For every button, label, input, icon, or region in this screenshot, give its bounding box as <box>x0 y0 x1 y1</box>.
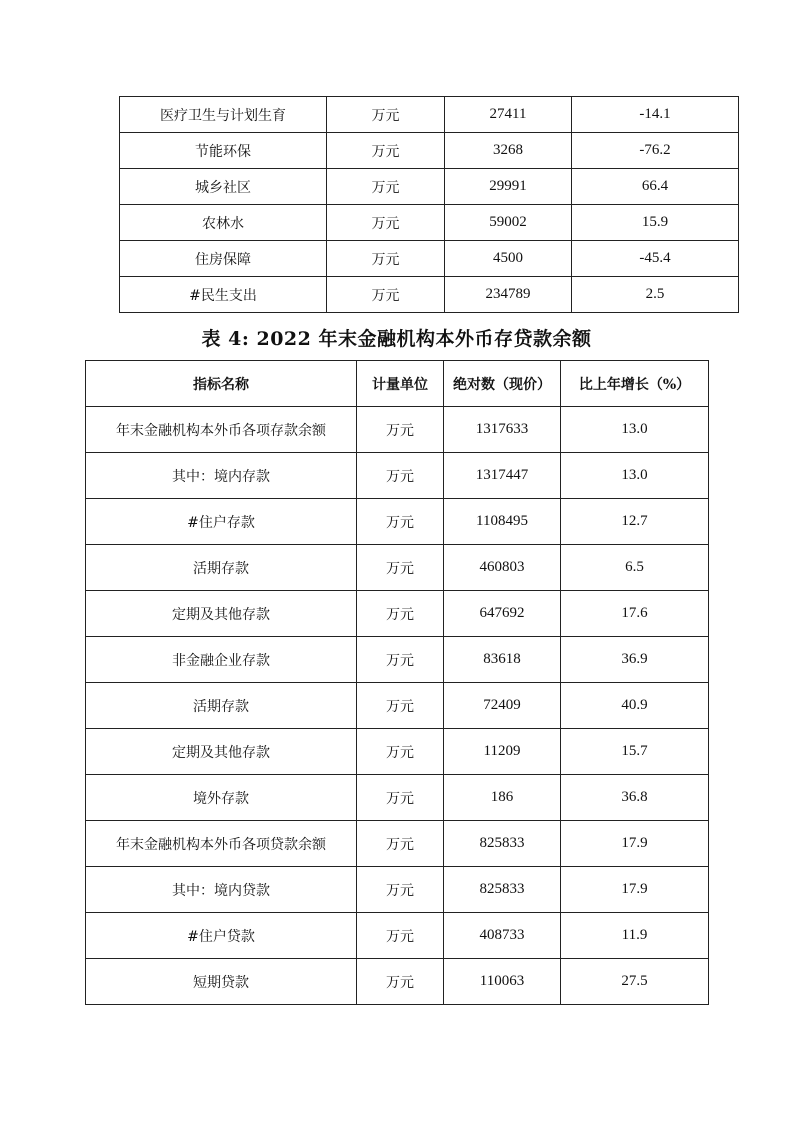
row-unit-cell: 万元 <box>357 637 444 683</box>
row-growth-cell: -76.2 <box>572 133 739 169</box>
row-name-cell: 定期及其他存款 <box>86 729 357 775</box>
row-name-cell: 其中：境内存款 <box>86 453 357 499</box>
table-header-row <box>86 361 709 407</box>
row-value-cell: 408733 <box>444 913 561 959</box>
row-name-cell: #住户存款 <box>86 499 357 545</box>
row-growth-cell: 17.6 <box>561 591 709 637</box>
table-row <box>86 867 709 913</box>
row-name-cell: 境外存款 <box>86 775 357 821</box>
fiscal-expenditure-table <box>119 96 739 313</box>
row-value-cell: 647692 <box>444 591 561 637</box>
row-unit-cell: 万元 <box>357 453 444 499</box>
row-name-cell: #住户贷款 <box>86 913 357 959</box>
row-value-cell: 29991 <box>445 169 572 205</box>
row-name-cell: 短期贷款 <box>86 959 357 1005</box>
table-row <box>86 913 709 959</box>
row-name-cell: 节能环保 <box>120 133 327 169</box>
table-row <box>86 959 709 1005</box>
row-unit-cell: 万元 <box>357 683 444 729</box>
table-row <box>120 205 739 241</box>
table-row <box>86 407 709 453</box>
header-unit: 计量单位 <box>357 361 444 407</box>
row-growth-cell: 11.9 <box>561 913 709 959</box>
row-value-cell: 1317633 <box>444 407 561 453</box>
row-unit-cell: 万元 <box>327 97 445 133</box>
row-unit-cell: 万元 <box>357 729 444 775</box>
table-row <box>120 97 739 133</box>
row-growth-cell: 17.9 <box>561 821 709 867</box>
row-name-cell: 城乡社区 <box>120 169 327 205</box>
row-value-cell: 11209 <box>444 729 561 775</box>
row-value-cell: 460803 <box>444 545 561 591</box>
row-growth-cell: 6.5 <box>561 545 709 591</box>
row-growth-cell: 36.8 <box>561 775 709 821</box>
header-value: 绝对数（现价） <box>444 361 561 407</box>
row-name-cell: 住房保障 <box>120 241 327 277</box>
row-unit-cell: 万元 <box>327 277 445 313</box>
row-growth-cell: -45.4 <box>572 241 739 277</box>
table-row <box>86 729 709 775</box>
row-unit-cell: 万元 <box>357 407 444 453</box>
table-row <box>86 775 709 821</box>
row-unit-cell: 万元 <box>357 499 444 545</box>
row-unit-cell: 万元 <box>357 913 444 959</box>
row-unit-cell: 万元 <box>327 205 445 241</box>
header-name: 指标名称 <box>86 361 357 407</box>
row-unit-cell: 万元 <box>357 545 444 591</box>
row-value-cell: 825833 <box>444 821 561 867</box>
row-growth-cell: 2.5 <box>572 277 739 313</box>
row-growth-cell: 17.9 <box>561 867 709 913</box>
row-unit-cell: 万元 <box>327 169 445 205</box>
row-value-cell: 27411 <box>445 97 572 133</box>
row-name-cell: 农林水 <box>120 205 327 241</box>
row-value-cell: 72409 <box>444 683 561 729</box>
deposit-loan-table <box>85 360 709 1005</box>
row-unit-cell: 万元 <box>357 867 444 913</box>
row-value-cell: 1317447 <box>444 453 561 499</box>
row-name-cell: 其中：境内贷款 <box>86 867 357 913</box>
row-value-cell: 234789 <box>445 277 572 313</box>
row-name-cell: 非金融企业存款 <box>86 637 357 683</box>
row-growth-cell: 40.9 <box>561 683 709 729</box>
row-growth-cell: -14.1 <box>572 97 739 133</box>
row-unit-cell: 万元 <box>357 821 444 867</box>
row-growth-cell: 66.4 <box>572 169 739 205</box>
row-unit-cell: 万元 <box>327 241 445 277</box>
row-value-cell: 110063 <box>444 959 561 1005</box>
row-name-cell: 活期存款 <box>86 683 357 729</box>
row-name-cell: #民生支出 <box>120 277 327 313</box>
row-growth-cell: 13.0 <box>561 453 709 499</box>
row-value-cell: 186 <box>444 775 561 821</box>
table-row <box>86 545 709 591</box>
row-value-cell: 3268 <box>445 133 572 169</box>
row-name-cell: 年末金融机构本外币各项存款余额 <box>86 407 357 453</box>
table-row <box>86 499 709 545</box>
table-row <box>86 683 709 729</box>
row-growth-cell: 13.0 <box>561 407 709 453</box>
row-growth-cell: 15.9 <box>572 205 739 241</box>
row-unit-cell: 万元 <box>357 591 444 637</box>
table-row <box>120 241 739 277</box>
table-row <box>86 637 709 683</box>
table-row <box>86 453 709 499</box>
row-value-cell: 59002 <box>445 205 572 241</box>
row-unit-cell: 万元 <box>327 133 445 169</box>
table-row <box>120 277 739 313</box>
row-growth-cell: 12.7 <box>561 499 709 545</box>
row-name-cell: 活期存款 <box>86 545 357 591</box>
table-row <box>120 133 739 169</box>
row-name-cell: 定期及其他存款 <box>86 591 357 637</box>
row-growth-cell: 27.5 <box>561 959 709 1005</box>
row-unit-cell: 万元 <box>357 959 444 1005</box>
header-growth: 比上年增长（%） <box>561 361 709 407</box>
table4-title: 表 4: 2022 年末金融机构本外币存贷款余额 <box>201 328 592 350</box>
row-value-cell: 1108495 <box>444 499 561 545</box>
row-unit-cell: 万元 <box>357 775 444 821</box>
table-row <box>120 169 739 205</box>
row-value-cell: 83618 <box>444 637 561 683</box>
row-value-cell: 4500 <box>445 241 572 277</box>
table-row <box>86 591 709 637</box>
row-value-cell: 825833 <box>444 867 561 913</box>
table-row <box>86 821 709 867</box>
row-growth-cell: 15.7 <box>561 729 709 775</box>
row-name-cell: 年末金融机构本外币各项贷款余额 <box>86 821 357 867</box>
row-name-cell: 医疗卫生与计划生育 <box>120 97 327 133</box>
row-growth-cell: 36.9 <box>561 637 709 683</box>
